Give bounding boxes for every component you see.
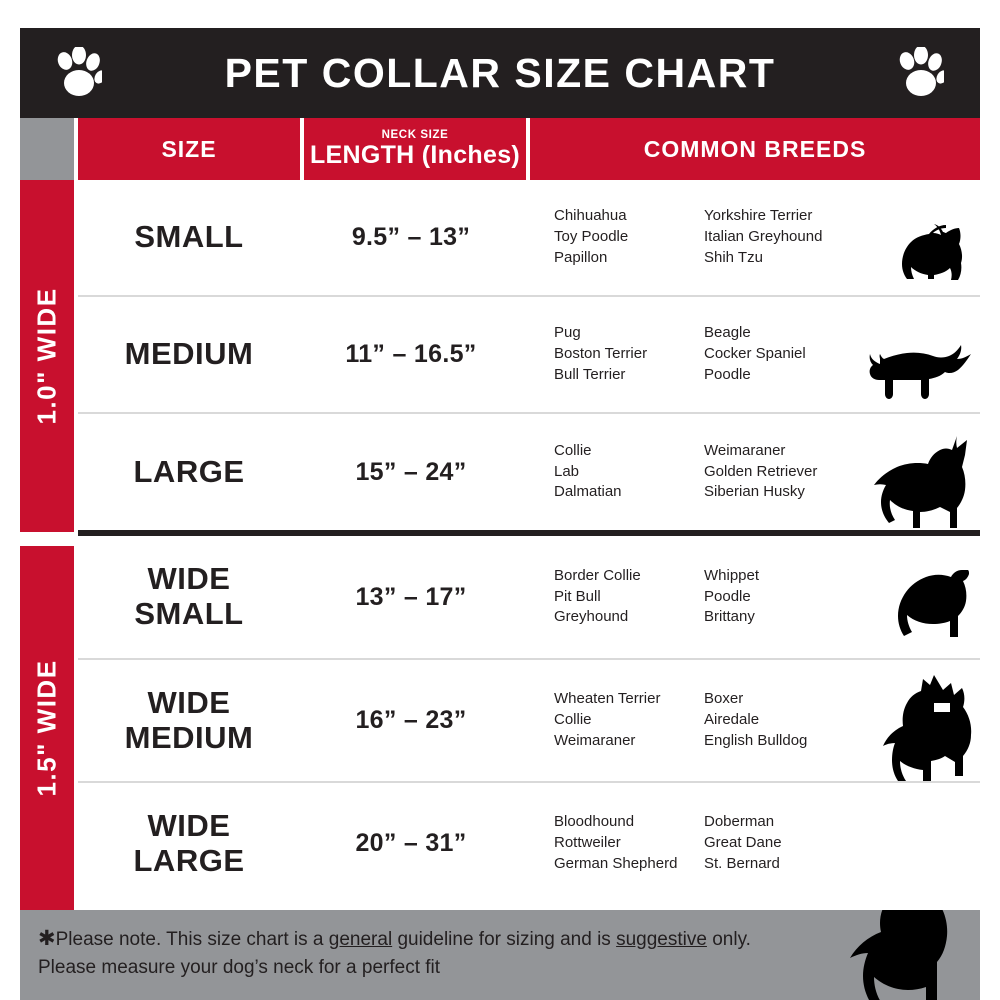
breed-column-2 [704,323,864,385]
row-size-line2: LARGE [133,842,245,878]
row-size [78,414,300,530]
row-size [78,783,300,904]
breed-item: Beagle [704,324,751,342]
breed-item: Bull Terrier [554,365,626,383]
breed-item: English Bulldog [704,731,808,749]
breed-item: Papillon [554,248,608,266]
breed-item: Yorkshire Terrier [704,207,813,225]
breed-item: Great Dane [704,834,782,852]
breed-item: Lab [554,462,580,480]
breed-item: Chihuahua [554,207,627,225]
breed-item: Wheaten Terrier [554,690,661,708]
breed-column-2 [704,812,864,874]
table-row [78,180,980,297]
bulldog-silhouette [876,566,972,658]
breed-item: Poodle [704,365,751,383]
breed-item: German Shepherd [554,854,678,872]
breed-item: Siberian Husky [704,483,805,501]
column-header-length-sub: NECK SIZE [381,128,449,141]
column-header-length-main: LENGTH (Inches) [309,141,521,170]
column-header-length [304,118,530,180]
group-label-1-0-wide [20,180,74,532]
breed-column-1 [554,441,704,503]
breed-column-1 [554,566,704,628]
page-title: PET COLLAR SIZE CHART [224,49,776,96]
header-corner-cell [20,118,78,180]
breed-column-2 [704,566,864,628]
asterisk-icon: ✱ [38,927,56,950]
row-size [78,536,300,658]
breed-item: Rottweiler [554,834,621,852]
breed-column-2 [704,441,864,503]
breed-item: Bloodhound [554,813,635,831]
breed-item: Greyhound [554,608,629,626]
footer-line-1 [38,924,962,954]
row-size-line1: WIDE [147,561,231,597]
breed-column-2 [704,689,864,751]
table-body [20,180,980,910]
row-breeds [522,783,980,904]
breed-item: Pug [554,324,581,342]
row-length: 16” – 23” [355,706,467,734]
chart-footer [20,910,980,1000]
breed-item: Italian Greyhound [704,228,823,246]
breed-item: Whippet [704,566,760,584]
breed-item: Dalmatian [554,483,622,501]
width-group-rail [20,180,74,910]
row-length: 9.5” – 13” [351,223,471,251]
row-breeds [522,297,980,412]
breed-item: Airedale [704,711,760,729]
pomeranian-silhouette [886,219,972,295]
row-length: 13” – 17” [355,582,467,611]
breed-column-2 [704,206,864,268]
shepherd-silhouette [862,430,972,530]
row-length: 15” – 24” [355,457,467,486]
row-breeds [522,180,980,295]
group-label-1-5-wide [20,546,74,910]
row-size-line1: WIDE [147,807,231,843]
row-breeds [522,414,980,530]
breed-item: Weimaraner [704,441,786,459]
breed-column-1 [554,689,704,751]
table-rows [74,180,980,910]
group-label-text: 1.0" WIDE [31,287,62,425]
row-size-line1: WIDE [147,684,231,720]
breed-item: Toy Poodle [554,228,629,246]
table-row [78,660,980,783]
breed-item: Golden Retriever [704,462,818,480]
column-header-size: SIZE [78,118,304,180]
row-size [78,297,300,412]
breed-column-1 [554,323,704,385]
breed-item: Weimaraner [554,731,636,749]
beagle-silhouette [868,334,972,412]
breed-item: Collie [554,441,592,459]
breed-item: St. Bernard [704,854,780,872]
breed-column-1 [554,812,704,874]
footer-text-b: guideline for sizing and is [392,929,617,950]
breed-item: Poodle [704,587,751,605]
row-breeds [522,536,980,658]
row-size-line1: LARGE [133,453,245,489]
breed-item: Pit Bull [554,587,601,605]
paw-icon [898,47,944,99]
row-size-line2: SMALL [134,596,244,631]
breed-column-1 [554,206,704,268]
row-length: 20” – 31” [355,829,467,857]
column-header-breeds: COMMON BREEDS [530,118,980,180]
row-length: 11” – 16.5” [345,340,477,368]
footer-underline-suggestive: suggestive [616,929,707,950]
breed-item: Brittany [704,608,755,626]
pitbull-silhouette [872,673,972,781]
row-size-line1: MEDIUM [124,336,254,372]
footer-line-2: Please measure your dog’s neck for a perfect fit [38,957,441,979]
footer-text-a: Please note. This size chart is a [55,929,329,950]
group-divider [20,532,74,546]
breed-item: Cocker Spaniel [704,345,806,363]
table-row [78,783,980,904]
breed-item: Boston Terrier [554,345,648,363]
row-breeds [522,660,980,781]
pet-collar-size-chart [20,28,980,979]
table-row [78,414,980,536]
group-label-text: 1.5" WIDE [31,659,62,797]
footer-text-c: only. [706,929,751,950]
breed-item: Shih Tzu [704,248,763,266]
table-row [78,536,980,660]
table-header-row [20,118,980,180]
row-size-line2: MEDIUM [124,719,254,755]
breed-item: Doberman [704,813,775,831]
breed-item: Border Collie [554,566,641,584]
breed-item: Collie [554,711,592,729]
row-size [78,660,300,781]
row-size-line1: SMALL [134,219,244,255]
paw-icon [56,47,102,99]
table-row [78,297,980,414]
row-size [78,180,300,295]
chart-header [20,28,980,118]
breed-item: Boxer [704,690,744,708]
footer-underline-general: general [328,929,393,950]
